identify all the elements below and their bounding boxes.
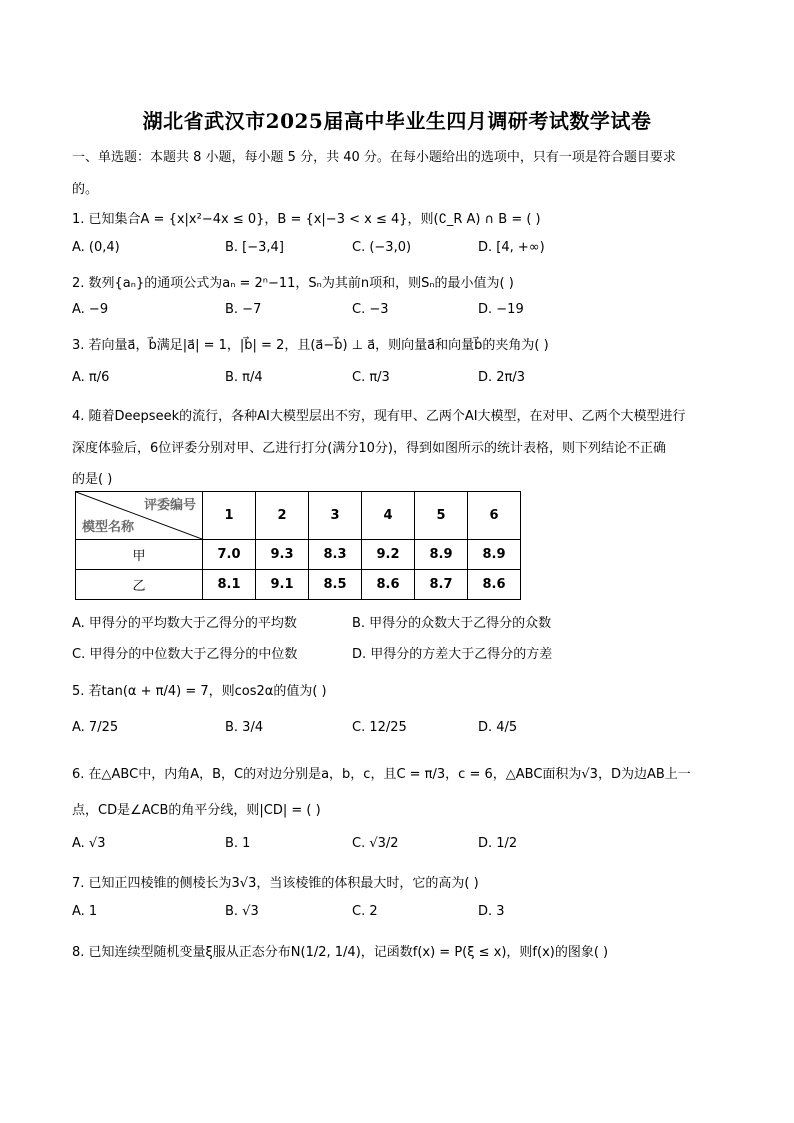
q4-stem-line3: 的是( ): [72, 472, 113, 487]
q5-option-a: A. 7/25: [72, 720, 119, 735]
q6-option-d: D. 1/2: [478, 836, 518, 851]
q2-option-b: B. −7: [225, 302, 262, 317]
section1-instruction-line1: 一、单选题：本题共 8 小题，每小题 5 分，共 40 分。在每小题给出的选项中，只有一项是符合题目要求: [72, 150, 676, 165]
q6-stem-line1: 6. 在△ABC中，内角A，B，C的对边分别是a，b，c，且C = π/3，c = 6，△ABC面积为√3，D为边AB上一: [72, 767, 691, 782]
q5-option-b: B. 3/4: [225, 720, 264, 735]
q3-option-c: C. π/3: [352, 370, 390, 385]
q1-option-d: D. [4, +∞): [478, 240, 545, 255]
section1-instruction-line2: 的。: [72, 182, 99, 197]
q5-option-c: C. 12/25: [352, 720, 407, 735]
score-table: [75, 491, 521, 600]
q5-option-d: D. 4/5: [478, 720, 518, 735]
page-title: 湖北省武汉市2025届高中毕业生四月调研考试数学试卷: [142, 109, 652, 133]
header-judge-number: 评委编号: [143, 498, 196, 513]
table-cell: 8.9: [468, 540, 521, 570]
table-cell: 8.6: [362, 570, 415, 600]
q4-option-d: D. 甲得分的方差大于乙得分的方差: [352, 647, 553, 662]
row-label: 乙: [76, 570, 203, 600]
q4-option-c: C. 甲得分的中位数大于乙得分的中位数: [72, 647, 298, 662]
q3-option-a: A. π/6: [72, 370, 110, 385]
q3-option-d: D. 2π/3: [478, 370, 526, 385]
table-cell: 8.7: [415, 570, 468, 600]
q7-stem: 7. 已知正四棱锥的侧棱长为3√3，当该棱锥的体积最大时，它的高为( ): [72, 876, 479, 891]
table-row: [76, 540, 521, 570]
column-header: 3: [309, 492, 362, 540]
q2-stem: 2. 数列{aₙ}的通项公式为aₙ = 2ⁿ−11，Sₙ为其前n项和，则Sₙ的最小值为( ): [72, 276, 514, 291]
column-header: 2: [256, 492, 309, 540]
column-header: 6: [468, 492, 521, 540]
q4-stem-line1: 4. 随着Deepseek的流行，各种AI大模型层出不穷，现有甲、乙两个AI大模型，在对甲、乙两个大模型进行: [72, 409, 686, 424]
q7-option-b: B. √3: [225, 904, 259, 919]
table-cell: 9.1: [256, 570, 309, 600]
column-header: 5: [415, 492, 468, 540]
q7-option-a: A. 1: [72, 904, 98, 919]
q6-option-c: C. √3/2: [352, 836, 399, 851]
q1-option-c: C. (−3,0): [352, 240, 412, 255]
q7-option-c: C. 2: [352, 904, 378, 919]
table-cell: 8.9: [415, 540, 468, 570]
header-model-name: 模型名称: [82, 520, 135, 535]
q1-stem: 1. 已知集合A = {x|x²−4x ≤ 0}，B = {x|−3 < x ≤ 4}，则(∁_R A) ∩ B = ( ): [72, 212, 541, 227]
q6-option-a: A. √3: [72, 836, 106, 851]
q1-option-b: B. [−3,4]: [225, 240, 284, 255]
q4-stem-line2: 深度体验后，6位评委分别对甲、乙进行打分(满分10分)，得到如图所示的统计表格，则下列结论不正确: [72, 441, 666, 456]
q7-option-d: D. 3: [478, 904, 505, 919]
table-cell: 7.0: [203, 540, 256, 570]
q2-option-c: C. −3: [352, 302, 389, 317]
q5-stem: 5. 若tan(α + π/4) = 7，则cos2α的值为( ): [72, 684, 327, 699]
q3-option-b: B. π/4: [225, 370, 263, 385]
table-cell: 8.3: [309, 540, 362, 570]
q6-stem-line2: 点，CD是∠ACB的角平分线，则|CD| = ( ): [72, 803, 321, 818]
table-cell: 9.2: [362, 540, 415, 570]
table-corner-header: [76, 492, 203, 540]
table-cell: 8.6: [468, 570, 521, 600]
table-cell: 8.5: [309, 570, 362, 600]
q3-stem: 3. 若向量a⃗，b⃗满足|a⃗| = 1，|b⃗| = 2，且(a⃗−b⃗) ⊥ a⃗，则向量a⃗和向量b⃗的夹角为( ): [72, 338, 549, 353]
row-label: 甲: [76, 540, 203, 570]
q4-option-b: B. 甲得分的众数大于乙得分的众数: [352, 616, 552, 631]
table-cell: 9.3: [256, 540, 309, 570]
q4-option-a: A. 甲得分的平均数大于乙得分的平均数: [72, 616, 297, 631]
q6-option-b: B. 1: [225, 836, 251, 851]
column-header: 1: [203, 492, 256, 540]
q8-stem: 8. 已知连续型随机变量ξ服从正态分布N(1/2, 1/4)，记函数f(x) = P(ξ ≤ x)，则f(x)的图象( ): [72, 945, 609, 960]
table-cell: 8.1: [203, 570, 256, 600]
q2-option-d: D. −19: [478, 302, 524, 317]
table-header-row: [76, 492, 521, 540]
q1-option-a: A. (0,4): [72, 240, 120, 255]
table-row: [76, 570, 521, 600]
column-header: 4: [362, 492, 415, 540]
q2-option-a: A. −9: [72, 302, 109, 317]
